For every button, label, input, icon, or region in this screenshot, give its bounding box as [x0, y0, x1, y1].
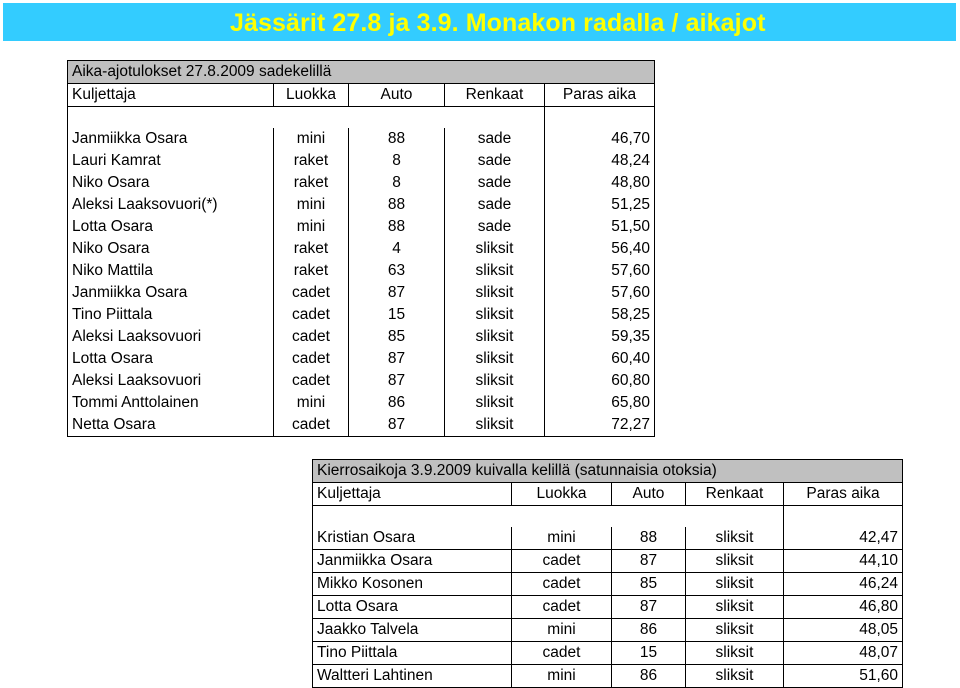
cell-kuljettaja: Lotta Osara — [68, 216, 274, 238]
column-header-luokka: Luokka — [274, 84, 349, 107]
table-row — [68, 392, 655, 414]
table-title: Kierrosaikoja 3.9.2009 kuivalla kelillä (satunnaisia otoksia) — [313, 460, 903, 483]
cell-luokka: mini — [274, 216, 349, 238]
table-row — [68, 150, 655, 172]
cell-kuljettaja: Mikko Kosonen — [313, 573, 512, 596]
cell-auto: 86 — [612, 619, 686, 642]
table-title: Aika-ajotulokset 27.8.2009 sadekelillä — [68, 61, 655, 84]
cell-kuljettaja: Waltteri Lahtinen — [313, 665, 512, 688]
cell-kuljettaja: Niko Osara — [68, 172, 274, 194]
cell-renkaat: sliksit — [686, 642, 784, 665]
table-row — [313, 550, 903, 573]
cell-luokka: cadet — [512, 596, 612, 619]
table-row — [68, 304, 655, 326]
cell-renkaat: sade — [445, 150, 545, 172]
table-title-row — [313, 460, 903, 483]
cell-luokka: cadet — [512, 573, 612, 596]
cell-paras-aika: 56,40 — [545, 238, 655, 260]
cell-renkaat: sliksit — [445, 348, 545, 370]
cell-kuljettaja: Kristian Osara — [313, 527, 512, 550]
cell-luokka: mini — [274, 392, 349, 414]
cell-paras-aika: 72,27 — [545, 414, 655, 437]
cell-paras-aika: 48,24 — [545, 150, 655, 172]
cell-auto: 85 — [349, 326, 445, 348]
cell-auto: 63 — [349, 260, 445, 282]
column-header-auto: Auto — [612, 483, 686, 506]
table-row — [68, 172, 655, 194]
cell-luokka: cadet — [274, 326, 349, 348]
cell-luokka: raket — [274, 150, 349, 172]
column-header-renkaat: Renkaat — [445, 84, 545, 107]
table-row — [68, 282, 655, 304]
cell-renkaat: sliksit — [445, 392, 545, 414]
cell-renkaat: sade — [445, 128, 545, 150]
table-header-row — [68, 84, 655, 107]
cell-auto: 8 — [349, 172, 445, 194]
cell-renkaat: sliksit — [445, 238, 545, 260]
cell-kuljettaja: Tino Piittala — [68, 304, 274, 326]
column-header-renkaat: Renkaat — [686, 483, 784, 506]
cell-renkaat: sliksit — [686, 596, 784, 619]
cell-auto: 4 — [349, 238, 445, 260]
cell-auto: 8 — [349, 150, 445, 172]
cell-kuljettaja: Janmiikka Osara — [68, 282, 274, 304]
cell-auto: 87 — [349, 414, 445, 437]
column-header-auto: Auto — [349, 84, 445, 107]
cell-renkaat: sliksit — [686, 619, 784, 642]
page-title: Jässärit 27.8 ja 3.9. Monakon radalla / aikajot — [230, 9, 766, 37]
cell-luokka: raket — [274, 238, 349, 260]
cell-paras-aika: 57,60 — [545, 282, 655, 304]
cell-paras-aika: 46,24 — [784, 573, 903, 596]
cell-paras-aika: 60,80 — [545, 370, 655, 392]
column-header-luokka: Luokka — [512, 483, 612, 506]
cell-kuljettaja: Jaakko Talvela — [313, 619, 512, 642]
cell-auto: 15 — [612, 642, 686, 665]
cell-renkaat: sliksit — [686, 550, 784, 573]
cell-paras-aika: 46,70 — [545, 128, 655, 150]
qualifying-results-table — [67, 60, 655, 437]
spacer-row — [313, 506, 903, 528]
column-header-paras-aika: Paras aika — [545, 84, 655, 107]
cell-renkaat: sliksit — [445, 304, 545, 326]
cell-kuljettaja: Tino Piittala — [313, 642, 512, 665]
cell-renkaat: sliksit — [686, 573, 784, 596]
table-row — [68, 414, 655, 437]
cell-paras-aika: 42,47 — [784, 527, 903, 550]
cell-auto: 85 — [612, 573, 686, 596]
cell-paras-aika: 57,60 — [545, 260, 655, 282]
cell-renkaat: sliksit — [686, 527, 784, 550]
table-row — [313, 596, 903, 619]
cell-kuljettaja: Niko Osara — [68, 238, 274, 260]
cell-auto: 87 — [612, 550, 686, 573]
table-row — [68, 326, 655, 348]
cell-renkaat: sliksit — [445, 370, 545, 392]
cell-paras-aika: 51,50 — [545, 216, 655, 238]
cell-auto: 88 — [349, 128, 445, 150]
cell-luokka: raket — [274, 260, 349, 282]
cell-auto: 88 — [612, 527, 686, 550]
cell-renkaat: sliksit — [445, 282, 545, 304]
cell-paras-aika: 59,35 — [545, 326, 655, 348]
table-row — [68, 216, 655, 238]
column-header-kuljettaja: Kuljettaja — [68, 84, 274, 107]
cell-renkaat: sliksit — [445, 260, 545, 282]
table-row — [313, 642, 903, 665]
cell-renkaat: sade — [445, 172, 545, 194]
spacer-row — [68, 107, 655, 129]
cell-auto: 15 — [349, 304, 445, 326]
table-row — [68, 194, 655, 216]
cell-kuljettaja: Aleksi Laaksovuori — [68, 370, 274, 392]
cell-paras-aika: 51,25 — [545, 194, 655, 216]
cell-auto: 87 — [612, 596, 686, 619]
cell-renkaat: sliksit — [445, 326, 545, 348]
cell-luokka: mini — [512, 665, 612, 688]
cell-renkaat: sliksit — [445, 414, 545, 437]
cell-auto: 88 — [349, 194, 445, 216]
cell-luokka: cadet — [274, 348, 349, 370]
cell-paras-aika: 48,80 — [545, 172, 655, 194]
cell-paras-aika: 48,05 — [784, 619, 903, 642]
table-row — [68, 348, 655, 370]
cell-luokka: cadet — [512, 550, 612, 573]
cell-luokka: cadet — [274, 304, 349, 326]
cell-renkaat: sliksit — [686, 665, 784, 688]
cell-kuljettaja: Lauri Kamrat — [68, 150, 274, 172]
cell-luokka: cadet — [512, 642, 612, 665]
cell-kuljettaja: Janmiikka Osara — [68, 128, 274, 150]
table-row — [313, 619, 903, 642]
title-banner — [3, 3, 956, 41]
cell-auto: 86 — [612, 665, 686, 688]
cell-kuljettaja: Aleksi Laaksovuori(*) — [68, 194, 274, 216]
column-header-paras-aika: Paras aika — [784, 483, 903, 506]
table-row — [68, 128, 655, 150]
cell-luokka: raket — [274, 172, 349, 194]
table-title-row — [68, 61, 655, 84]
cell-paras-aika: 51,60 — [784, 665, 903, 688]
cell-paras-aika: 48,07 — [784, 642, 903, 665]
table-row — [68, 370, 655, 392]
table-header-row — [313, 483, 903, 506]
cell-auto: 87 — [349, 282, 445, 304]
cell-kuljettaja: Tommi Anttolainen — [68, 392, 274, 414]
cell-luokka: mini — [274, 128, 349, 150]
cell-auto: 88 — [349, 216, 445, 238]
cell-paras-aika: 46,80 — [784, 596, 903, 619]
cell-paras-aika: 65,80 — [545, 392, 655, 414]
cell-auto: 87 — [349, 348, 445, 370]
table-row — [68, 260, 655, 282]
cell-luokka: mini — [512, 527, 612, 550]
table-row — [313, 573, 903, 596]
cell-kuljettaja: Niko Mattila — [68, 260, 274, 282]
cell-luokka: mini — [512, 619, 612, 642]
cell-kuljettaja: Lotta Osara — [68, 348, 274, 370]
table-row — [313, 665, 903, 688]
table-row — [313, 527, 903, 550]
cell-renkaat: sade — [445, 216, 545, 238]
cell-kuljettaja: Aleksi Laaksovuori — [68, 326, 274, 348]
cell-kuljettaja: Netta Osara — [68, 414, 274, 437]
cell-auto: 87 — [349, 370, 445, 392]
cell-luokka: cadet — [274, 282, 349, 304]
cell-paras-aika: 60,40 — [545, 348, 655, 370]
cell-auto: 86 — [349, 392, 445, 414]
cell-kuljettaja: Lotta Osara — [313, 596, 512, 619]
column-header-kuljettaja: Kuljettaja — [313, 483, 512, 506]
cell-luokka: mini — [274, 194, 349, 216]
cell-paras-aika: 44,10 — [784, 550, 903, 573]
cell-paras-aika: 58,25 — [545, 304, 655, 326]
cell-luokka: cadet — [274, 414, 349, 437]
lap-times-table — [312, 459, 903, 688]
table-row — [68, 238, 655, 260]
cell-luokka: cadet — [274, 370, 349, 392]
cell-renkaat: sade — [445, 194, 545, 216]
cell-kuljettaja: Janmiikka Osara — [313, 550, 512, 573]
